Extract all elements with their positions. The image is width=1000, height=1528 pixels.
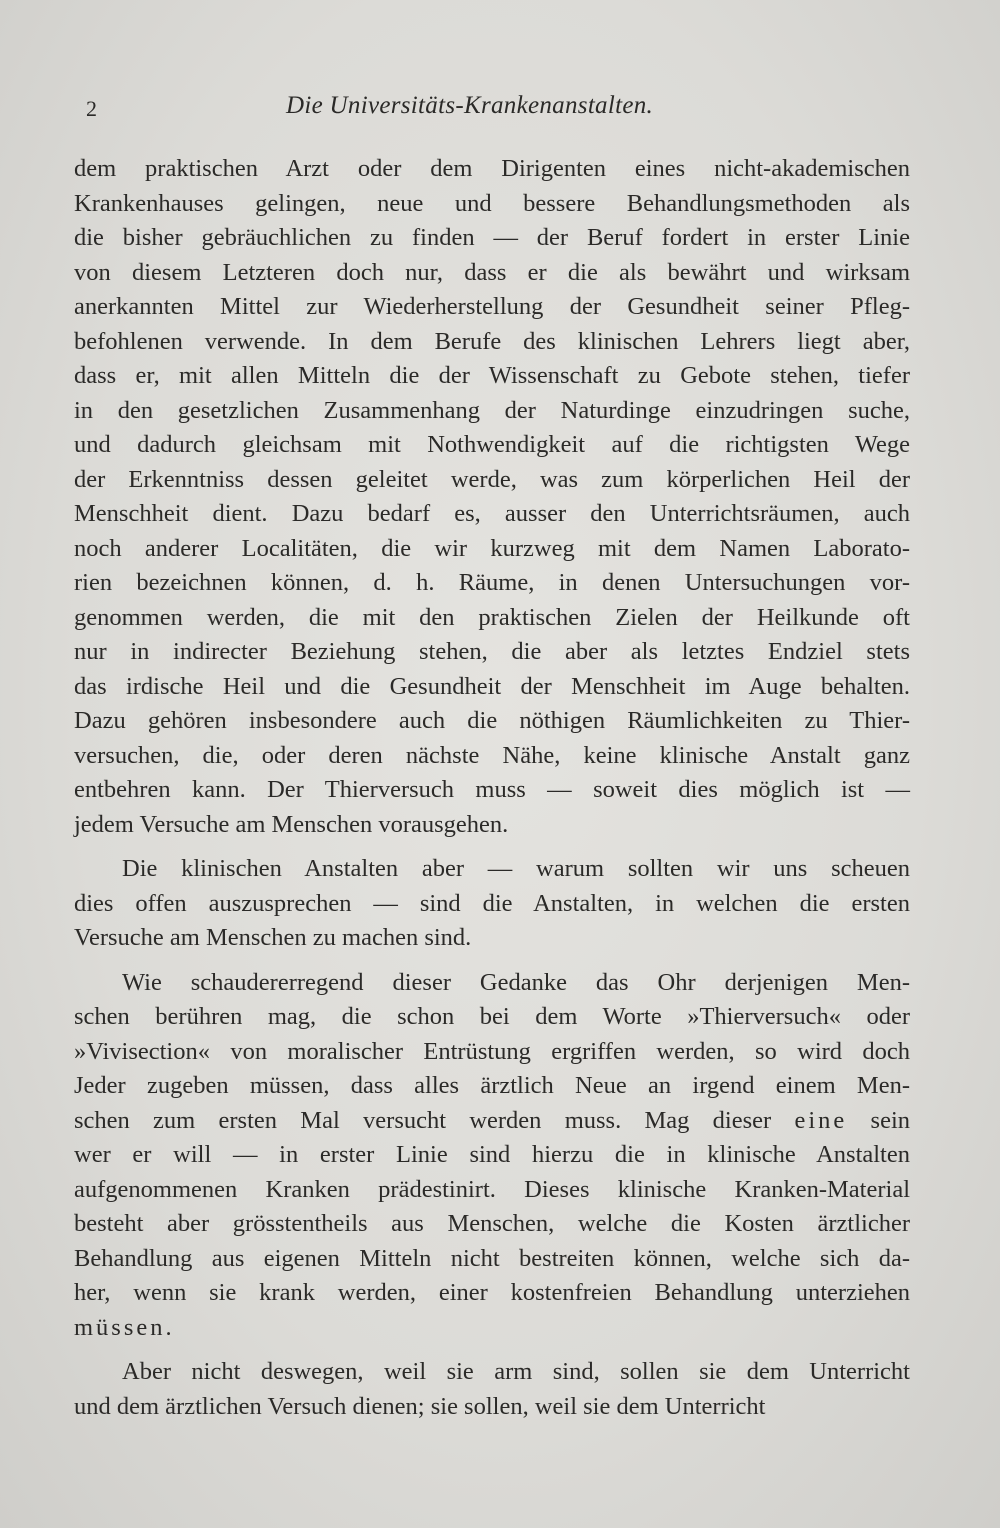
paragraph-gap: [74, 842, 910, 852]
text-line: besteht aber grösstentheils aus Menschen, welche die Kosten ärztlicher: [74, 1210, 910, 1237]
text-line: dass er, mit allen Mitteln die der Wissenschaft zu Gebote stehen, tiefer: [74, 362, 910, 389]
text-line: und dadurch gleichsam mit Nothwendigkeit auf die richtigsten Wege: [74, 431, 910, 458]
text-line: dies offen auszusprechen — sind die Anstalten, in welchen die ersten: [74, 889, 910, 917]
text-line: das irdische Heil und die Gesundheit der Menschheit im Auge behalten.: [74, 672, 910, 700]
text-line: anerkannten Mittel zur Wiederherstellung der Gesundheit seiner Pfleg-: [74, 293, 910, 320]
text-line: Behandlung aus eigenen Mitteln nicht bestreiten können, welche sich da-: [74, 1244, 910, 1272]
text-line: Versuche am Menschen zu machen sind.: [74, 924, 472, 951]
running-title: Die Universitäts-Krankenanstalten.: [286, 92, 654, 119]
text-line: noch anderer Localitäten, die wir kurzweg mit dem Namen Laborato-: [74, 534, 910, 562]
text-line: her, wenn sie krank werden, einer kostenfreien Behandlung unterziehen: [74, 1279, 910, 1306]
text-line: befohlenen verwende. In dem Berufe des klinischen Lehrers liegt aber,: [74, 327, 910, 355]
text-line: schen berühren mag, die schon bei dem Worte »Thierversuch« oder: [74, 1003, 910, 1030]
text-line: rien bezeichnen können, d. h. Räume, in denen Untersuchungen vor-: [74, 569, 910, 596]
text-line: Jeder zugeben müssen, dass alles ärztlich Neue an irgend einem Men-: [74, 1072, 910, 1099]
page-number: 2: [86, 96, 97, 121]
text-line: von diesem Letzteren doch nur, dass er die als bewährt und wirksam: [74, 258, 910, 286]
text-line: Krankenhauses gelingen, neue und bessere Behandlungsmethoden als: [74, 189, 910, 217]
text-line: Wie schaudererregend dieser Gedanke das Ohr derjenigen Men-: [122, 968, 910, 996]
text-line: schen zum ersten Mal versucht werden muss. Mag dieser eine sein: [74, 1106, 911, 1134]
text-line: entbehren kann. Der Thierversuch muss — soweit dies möglich ist —: [74, 776, 910, 803]
text-line: »Vivisection« von moralischer Entrüstung ergriffen werden, so wird doch: [74, 1037, 910, 1065]
text-line: Aber nicht deswegen, weil sie arm sind, sollen sie dem Unterricht: [122, 1358, 910, 1385]
text-line: aufgenommenen Kranken prädestinirt. Dieses klinische Kranken-Material: [74, 1175, 910, 1203]
body-text: [74, 152, 910, 1424]
text-line: versuchen, die, oder deren nächste Nähe, keine klinische Anstalt ganz: [74, 741, 910, 769]
text-line: Menschheit dient. Dazu bedarf es, ausser den Unterrichtsräumen, auch: [74, 500, 910, 527]
text-line: genommen werden, die mit den praktischen Zielen der Heilkunde oft: [74, 603, 910, 631]
text-line: wer er will — in erster Linie sind hierzu die in klinische Anstalten: [74, 1141, 910, 1168]
text-line: nur in indirecter Beziehung stehen, die aber als letztes Endziel stets: [74, 638, 910, 665]
running-head: [86, 92, 726, 132]
text-line: jedem Versuche am Menschen vorausgehen.: [74, 810, 509, 838]
text-line: dem praktischen Arzt oder dem Dirigenten eines nicht-akademischen: [74, 155, 910, 182]
text-line: Die klinischen Anstalten aber — warum sollten wir uns scheuen: [122, 855, 910, 882]
paragraph: [74, 1355, 910, 1424]
text-line: der Erkenntniss dessen geleitet werde, was zum körperlichen Heil der: [74, 465, 910, 493]
paragraph: [74, 152, 910, 842]
text-line: die bisher gebräuchlichen zu finden — der Beruf fordert in erster Linie: [74, 224, 910, 251]
text-line: müssen.: [74, 1313, 175, 1341]
text-line: Dazu gehören insbesondere auch die nöthigen Räumlichkeiten zu Thier-: [74, 707, 910, 734]
paragraph: [74, 966, 910, 1346]
paragraph: [74, 852, 910, 956]
text-line: und dem ärztlichen Versuch dienen; sie sollen, weil sie dem Unterricht: [74, 1392, 766, 1420]
text-line: in den gesetzlichen Zusammenhang der Naturdinge einzudringen suche,: [74, 396, 910, 424]
paragraph-gap: [74, 956, 910, 966]
paragraph-gap: [74, 1345, 910, 1355]
